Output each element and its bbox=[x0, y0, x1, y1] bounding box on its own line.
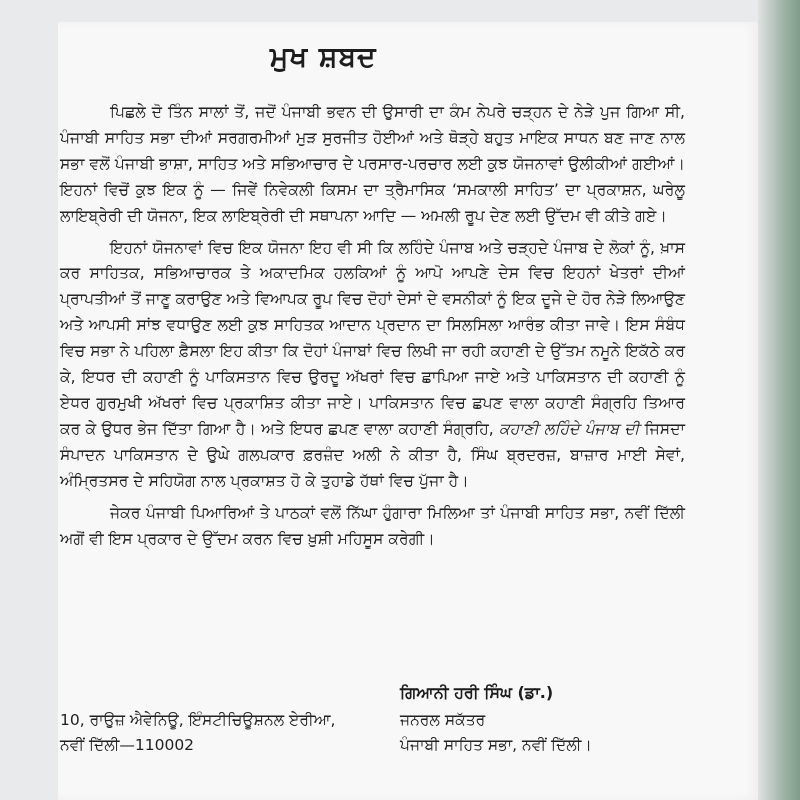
address-line-1: 10, ਰਾਉਜ਼ ਐਵੇਨਿਊ, ਇੰਸਟੀਚਿਊਸ਼ਨਲ ਏਰੀਆ, bbox=[60, 711, 336, 729]
paragraph-2-text-b: ਜਿਸਦਾ ਸੰਪਾਦਨ ਪਾਕਿਸਤਾਨ ਦੇ ਉਘੇ ਗਲਪਕਾਰ ਫ਼ਰਜ਼ੰਦ ਅਲੀ ਨੇ ਕੀਤਾ ਹੈ, ਸਿੰਘ ਬ੍ਰਦਰਜ਼, ਬਾਜ਼ਾਰ ਮਾਈ ਸੇਵਾਂ, ਅੰਮ੍ਰਿਤਸਰ ਦੇ ਸਹਿਯੋਗ ਨਾਲ ਪ੍ਰਕਾਸ਼ਤ ਹੋ ਕੇ ਤੁਹਾਡੇ ਹੱਥਾਂ ਵਿਚ ਪੁੱਜਾ ਹੈ। bbox=[60, 419, 685, 490]
book-spine-edge bbox=[758, 0, 800, 800]
signature-name: ਗਿਆਨੀ ਹਰੀ ਸਿੰਘ (ਡਾ.) bbox=[400, 683, 554, 702]
designation bbox=[400, 708, 592, 758]
paragraph-3-text: ਜੇਕਰ ਪੰਜਾਬੀ ਪਿਆਰਿਆਂ ਤੇ ਪਾਠਕਾਂ ਵਲੋਂ ਨਿੱਘਾ ਹੁੰਗਾਰਾ ਮਿਲਿਆ ਤਾਂ ਪੰਜਾਬੀ ਸਾਹਿਤ ਸਭਾ, ਨਵੀਂ ਦਿੱਲੀ ਅਗੋਂ ਵੀ ਇਸ ਪ੍ਰਕਾਰ ਦੇ ਉੱਦਮ ਕਰਨ ਵਿਚ ਖ਼ੁਸ਼ੀ ਮਹਿਸੂਸ ਕਰੇਗੀ। bbox=[60, 503, 685, 548]
paragraph-2-text-a: ਇਹਨਾਂ ਯੋਜਨਾਵਾਂ ਵਿਚ ਇਕ ਯੋਜਨਾ ਇਹ ਵੀ ਸੀ ਕਿ ਲਹਿੰਦੇ ਪੰਜਾਬ ਅਤੇ ਚੜ੍ਹਦੇ ਪੰਜਾਬ ਦੇ ਲੋਕਾਂ ਨੂੰ, ਖ਼ਾਸ ਕਰ ਸਾਹਿਤਕ, ਸਭਿਆਚਾਰਕ ਤੇ ਅਕਾਦਮਿਕ ਹਲਕਿਆਂ ਨੂੰ ਆਪੋ ਆਪਣੇ ਦੇਸ ਵਿਚ ਇਹਨਾਂ ਖੇਤਰਾਂ ਦੀਆਂ ਪ੍ਰਾਪਤੀਆਂ ਤੋਂ ਜਾਣੂ ਕਰਾਉਣ ਅਤੇ ਵਿਆਪਕ ਰੂਪ ਵਿਚ ਦੋਹਾਂ ਦੇਸਾਂ ਦੇ ਵਸਨੀਕਾਂ ਨੂੰ ਇਕ ਦੂਜੇ ਦੇ ਹੋਰ ਨੇੜੇ ਲਿਆਉਣ ਅਤੇ ਆਪਸੀ ਸਾਂਝ ਵਧਾਉਣ ਲਈ ਕੁਝ ਸਾਹਿਤਕ ਆਦਾਨ ਪ੍ਰਦਾਨ ਦਾ ਸਿਲਸਿਲਾ ਆਰੰਭ ਕੀਤਾ ਜਾਵੇ। ਇਸ ਸੰਬੰਧ ਵਿਚ ਸਭਾ ਨੇ ਪਹਿਲਾ ਫ਼ੈਸਲਾ ਇਹ ਕੀਤਾ ਕਿ ਦੋਹਾਂ ਪੰਜਾਬਾਂ ਵਿਚ ਲਿਖੀ ਜਾ ਰਹੀ ਕਹਾਣੀ ਦੇ ਉੱਤਮ ਨਮੂਨੇ ਇਕੱਠੇ ਕਰ ਕੇ, ਇਧਰ ਦੀ ਕਹਾਣੀ ਨੂੰ ਪਾਕਿਸਤਾਨ ਵਿਚ ਉਰਦੂ ਅੱਖਰਾਂ ਵਿਚ ਛਾਪਿਆ ਜਾਏ ਅਤੇ ਪਾਕਿਸਤਾਨ ਦੀ ਕਹਾਣੀ ਨੂੰ ਏਧਰ ਗੁਰਮੁਖੀ ਅੱਖਰਾਂ ਵਿਚ ਪ੍ਰਕਾਸ਼ਿਤ ਕੀਤਾ ਜਾਏ। ਪਾਕਿਸਤਾਨ ਵਿਚ ਛਪਣ ਵਾਲਾ ਕਹਾਣੀ ਸੰਗ੍ਰਹਿ ਤਿਆਰ ਕਰ ਕੇ ਉਧਰ ਭੇਜ ਦਿੱਤਾ ਗਿਆ ਹੈ। ਅਤੇ ਇਧਰ ਛਪਣ ਵਾਲਾ ਕਹਾਣੀ ਸੰਗ੍ਰਹਿ, bbox=[60, 238, 685, 438]
paragraph-1 bbox=[60, 100, 685, 230]
paragraph-1-text: ਪਿਛਲੇ ਦੋ ਤਿੰਨ ਸਾਲਾਂ ਤੋਂ, ਜਦੋਂ ਪੰਜਾਬੀ ਭਵਨ ਦੀ ਉਸਾਰੀ ਦਾ ਕੰਮ ਨੇਪਰੇ ਚੜ੍ਹਨ ਦੇ ਨੇੜੇ ਪੁਜ ਗਿਆ ਸੀ, ਪੰਜਾਬੀ ਸਾਹਿਤ ਸਭਾ ਦੀਆਂ ਸਰਗਰਮੀਆਂ ਮੁੜ ਸੁਰਜੀਤ ਹੋਈਆਂ ਅਤੇ ਥੋੜ੍ਹੇ ਬਹੁਤ ਮਾਇਕ ਸਾਧਨ ਬਣ ਜਾਣ ਨਾਲ ਸਭਾ ਵਲੋਂ ਪੰਜਾਬੀ ਭਾਸ਼ਾ, ਸਾਹਿਤ ਅਤੇ ਸਭਿਆਚਾਰ ਦੇ ਪਰਸਾਰ-ਪਰਚਾਰ ਲਈ ਕੁਝ ਯੋਜਨਾਵਾਂ ਉਲੀਕੀਆਂ ਗਈਆਂ। ਇਹਨਾਂ ਵਿਚੋਂ ਕੁਝ ਇਕ ਨੂੰ — ਜਿਵੇਂ ਨਿਵੇਕਲੀ ਕਿਸਮ ਦਾ ਤ੍ਰੈਮਾਸਿਕ ‘ਸਮਕਾਲੀ ਸਾਹਿਤ’ ਦਾ ਪ੍ਰਕਾਸ਼ਨ, ਘਰੇਲੂ ਲਾਇਬ੍ਰੇਰੀ ਦੀ ਯੋਜਨਾ, ਇਕ ਲਾਇਬ੍ਰੇਰੀ ਦੀ ਸਥਾਪਨਾ ਆਦਿ — ਅਮਲੀ ਰੂਪ ਦੇਣ ਲਈ ਉੱਦਮ ਵੀ ਕੀਤੇ ਗਏ। bbox=[60, 103, 685, 225]
address-line-2: ਨਵੀਂ ਦਿੱਲੀ—110002 bbox=[60, 736, 195, 754]
address-left bbox=[60, 708, 335, 758]
page-title: ਮੁਖ ਸ਼ਬਦ bbox=[270, 40, 377, 73]
book-title-italic: ਕਹਾਣੀ ਲਹਿੰਦੇ ਪੰਜਾਬ ਦੀ bbox=[499, 419, 640, 438]
organization-name: ਪੰਜਾਬੀ ਸਾਹਿਤ ਸਭਾ, ਨਵੀਂ ਦਿੱਲੀ। bbox=[400, 736, 592, 754]
designation-title: ਜਨਰਲ ਸਕੱਤਰ bbox=[400, 711, 486, 729]
paragraph-3 bbox=[60, 501, 685, 553]
paragraph-2 bbox=[60, 236, 685, 495]
body-text bbox=[60, 100, 685, 552]
